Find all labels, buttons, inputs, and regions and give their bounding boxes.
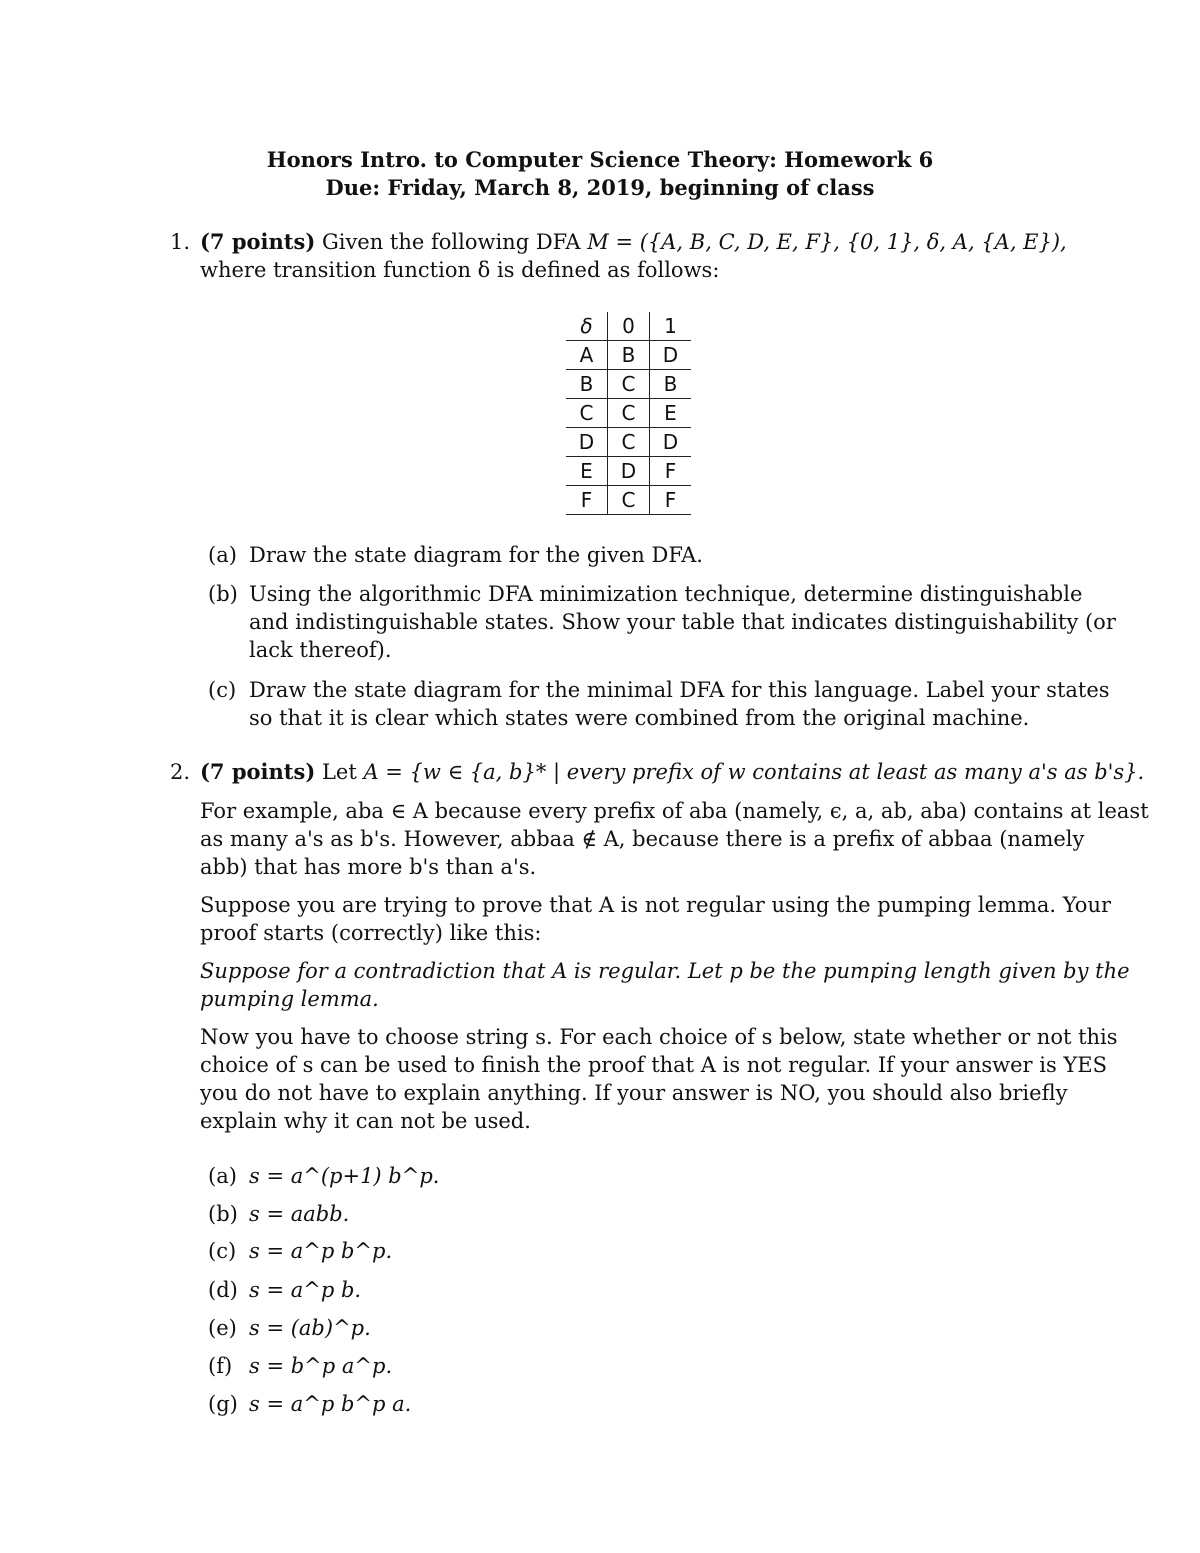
q2-suppose-line: proof starts (correctly) like this:	[200, 921, 542, 945]
q1-part-c-line: Draw the state diagram for the minimal DFA for this language. Label your states	[249, 678, 1110, 702]
table-cell: C	[608, 428, 650, 457]
table-cell: D	[650, 428, 692, 457]
table-row	[566, 486, 691, 515]
table-cell: C	[608, 399, 650, 428]
table-cell: C	[608, 370, 650, 399]
q2-suppose-line: Suppose you are trying to prove that A is not regular using the pumping lemma. Your	[200, 893, 1112, 917]
table-cell: C	[566, 399, 608, 428]
q1-part-b-line: lack thereof).	[249, 638, 392, 662]
table-row	[566, 341, 691, 370]
q2-now-line: Now you have to choose string s. For each choice of s below, state whether or not this	[200, 1025, 1118, 1049]
q2-example-line: abb) that has more b's than a's.	[200, 855, 537, 879]
table-cell: F	[566, 486, 608, 515]
table-header-cell: 0	[608, 312, 650, 341]
q1-points: (7 points)	[200, 229, 316, 254]
q1-intro-line	[200, 228, 1067, 256]
q2-choice-expr: s = b^p a^p.	[249, 1354, 393, 1378]
q2-italic-line: pumping lemma.	[200, 987, 379, 1011]
q2-number: 2.	[170, 760, 191, 784]
table-row	[566, 428, 691, 457]
table-cell: D	[650, 341, 692, 370]
table-cell: D	[608, 457, 650, 486]
q2-now-line: you do not have to explain anything. If your answer is NO, you should also briefly	[200, 1081, 1068, 1105]
table-header-cell: 1	[650, 312, 692, 341]
q1-part-label: (b)	[208, 582, 238, 606]
page-title: Honors Intro. to Computer Science Theory: Homework 6	[266, 147, 934, 172]
q2-choice-expr: s = aabb.	[249, 1202, 350, 1226]
q2-example-line: as many a's as b's. However, abbaa ∉ A, because there is a prefix of abbaa (namely	[200, 827, 1085, 851]
table-cell: B	[608, 341, 650, 370]
q1-dfa-definition: M = ({A, B, C, D, E, F}, {0, 1}, δ, A, {A, E}),	[587, 230, 1067, 254]
transition-table	[566, 312, 691, 515]
q1-part-a-text: Draw the state diagram for the given DFA.	[249, 543, 703, 567]
q2-choice-expr: s = (ab)^p.	[249, 1316, 371, 1340]
due-date: Due: Friday, March 8, 2019, beginning of class	[325, 175, 875, 200]
q2-let: Let	[321, 760, 357, 784]
q1-intro: Given the following DFA	[321, 230, 581, 254]
table-cell: F	[650, 486, 692, 515]
table-header-cell: δ	[566, 312, 608, 341]
q2-choice-label: (e)	[208, 1316, 237, 1340]
q2-now-line: choice of s can be used to finish the proof that A is not regular. If your answer is YES	[200, 1053, 1108, 1077]
q2-intro-line	[200, 758, 1144, 786]
q2-choice-expr: s = a^p b.	[249, 1278, 362, 1302]
q2-choice-expr: s = a^(p+1) b^p.	[249, 1164, 440, 1188]
q2-choice-label: (d)	[208, 1278, 238, 1302]
table-row	[566, 370, 691, 399]
q2-choice-label: (g)	[208, 1392, 238, 1416]
table-cell: B	[566, 370, 608, 399]
q2-points: (7 points)	[200, 759, 316, 784]
table-row	[566, 399, 691, 428]
q2-choice-label: (f)	[208, 1354, 233, 1378]
q1-part-label: (c)	[208, 678, 237, 702]
table-cell: F	[650, 457, 692, 486]
table-cell: B	[650, 370, 692, 399]
table-cell: D	[566, 428, 608, 457]
q2-example-line: For example, aba ∈ A because every prefix of aba (namely, ϵ, a, ab, aba) contains at least	[200, 799, 1149, 823]
q2-set-definition: A = {w ∈ {a, b}* | every prefix of w contains at least as many a's as b's}.	[363, 760, 1145, 784]
q2-choice-label: (b)	[208, 1202, 238, 1226]
table-cell: C	[608, 486, 650, 515]
q1-part-b-line: and indistinguishable states. Show your table that indicates distinguishability (or	[249, 610, 1116, 634]
q2-now-line: explain why it can not be used.	[200, 1109, 531, 1133]
q2-italic-line: Suppose for a contradiction that A is regular. Let p be the pumping length given by the	[200, 959, 1130, 983]
table-header-row	[566, 312, 691, 341]
table-row	[566, 457, 691, 486]
q1-intro-b: where transition function δ is defined as follows:	[200, 258, 720, 282]
q1-part-label: (a)	[208, 543, 237, 567]
q1-part-b-line: Using the algorithmic DFA minimization technique, determine distinguishable	[249, 582, 1083, 606]
q2-choice-expr: s = a^p b^p.	[249, 1239, 393, 1263]
table-cell: E	[650, 399, 692, 428]
q2-choice-label: (c)	[208, 1239, 237, 1263]
q1-number: 1.	[170, 230, 191, 254]
q2-choice-expr: s = a^p b^p a.	[249, 1392, 412, 1416]
table-cell: A	[566, 341, 608, 370]
table-cell: E	[566, 457, 608, 486]
q2-choice-label: (a)	[208, 1164, 237, 1188]
q1-part-c-line: so that it is clear which states were combined from the original machine.	[249, 706, 1030, 730]
